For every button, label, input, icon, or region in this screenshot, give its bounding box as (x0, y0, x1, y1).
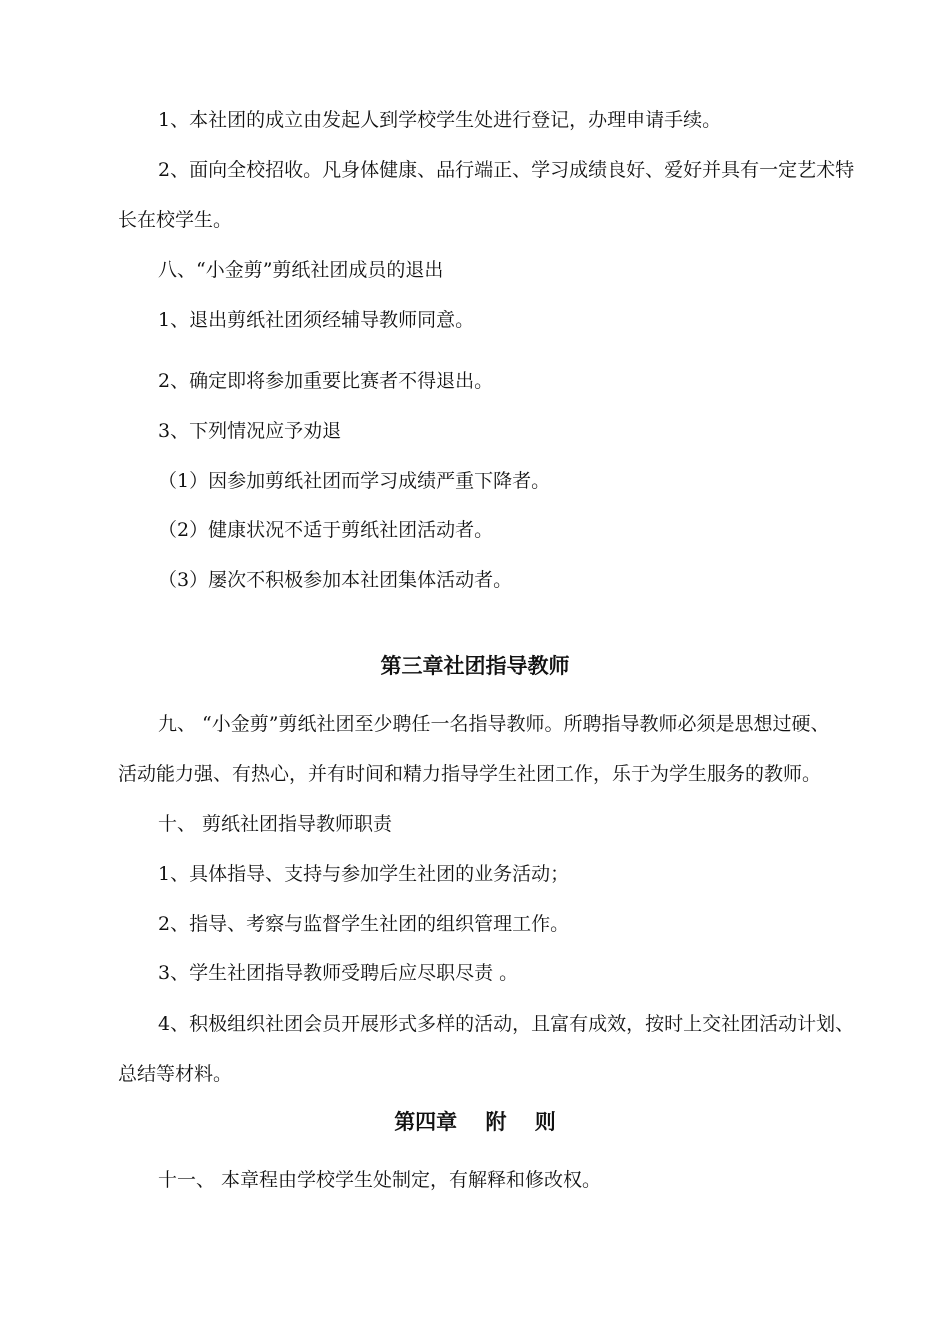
paragraph-line: （1）因参加剪纸社团而学习成绩严重下降者。 (158, 470, 551, 492)
paragraph-line: 3、学生社团指导教师受聘后应尽职尽责 。 (158, 962, 519, 984)
section-title: 十、 剪纸社团指导教师职责 (158, 813, 393, 835)
paragraph-line: （3）屡次不积极参加本社团集体活动者。 (158, 569, 513, 591)
paragraph-line: 4、积极组织社团会员开展形式多样的活动，且富有成效，按时上交社团活动计划、 (158, 1013, 855, 1035)
paragraph-line: 1、本社团的成立由发起人到学校学生处进行登记，办理申请手续。 (158, 109, 722, 131)
paragraph-line: 1、具体指导、支持与参加学生社团的业务活动； (158, 863, 570, 885)
paragraph-line: 2、指导、考察与监督学生社团的组织管理工作。 (158, 913, 570, 935)
paragraph-line: 长在校学生。 (118, 209, 233, 231)
paragraph-line: 2、面向全校招收。凡身体健康、品行端正、学习成绩良好、爱好并具有一定艺术特 (158, 159, 855, 181)
paragraph-line: 3、下列情况应予劝退 (158, 420, 342, 442)
paragraph-line: 1、退出剪纸社团须经辅导教师同意。 (158, 309, 475, 331)
paragraph-line: 2、确定即将参加重要比赛者不得退出。 (158, 370, 494, 392)
chapter-heading: 第四章 附 则 (394, 1110, 556, 1134)
section-title: 八、“小金剪”剪纸社团成员的退出 (158, 259, 444, 281)
chapter-heading: 第三章社团指导教师 (380, 654, 570, 678)
paragraph-line: 活动能力强、有热心，并有时间和精力指导学生社团工作，乐于为学生服务的教师。 (118, 763, 822, 785)
paragraph-line: 九、 “小金剪”剪纸社团至少聘任一名指导教师。所聘指导教师必须是思想过硬、 (158, 713, 830, 735)
paragraph-line: 总结等材料。 (118, 1063, 233, 1085)
paragraph-line: 十一、 本章程由学校学生处制定，有解释和修改权。 (158, 1169, 602, 1191)
paragraph-line: （2）健康状况不适于剪纸社团活动者。 (158, 519, 494, 541)
